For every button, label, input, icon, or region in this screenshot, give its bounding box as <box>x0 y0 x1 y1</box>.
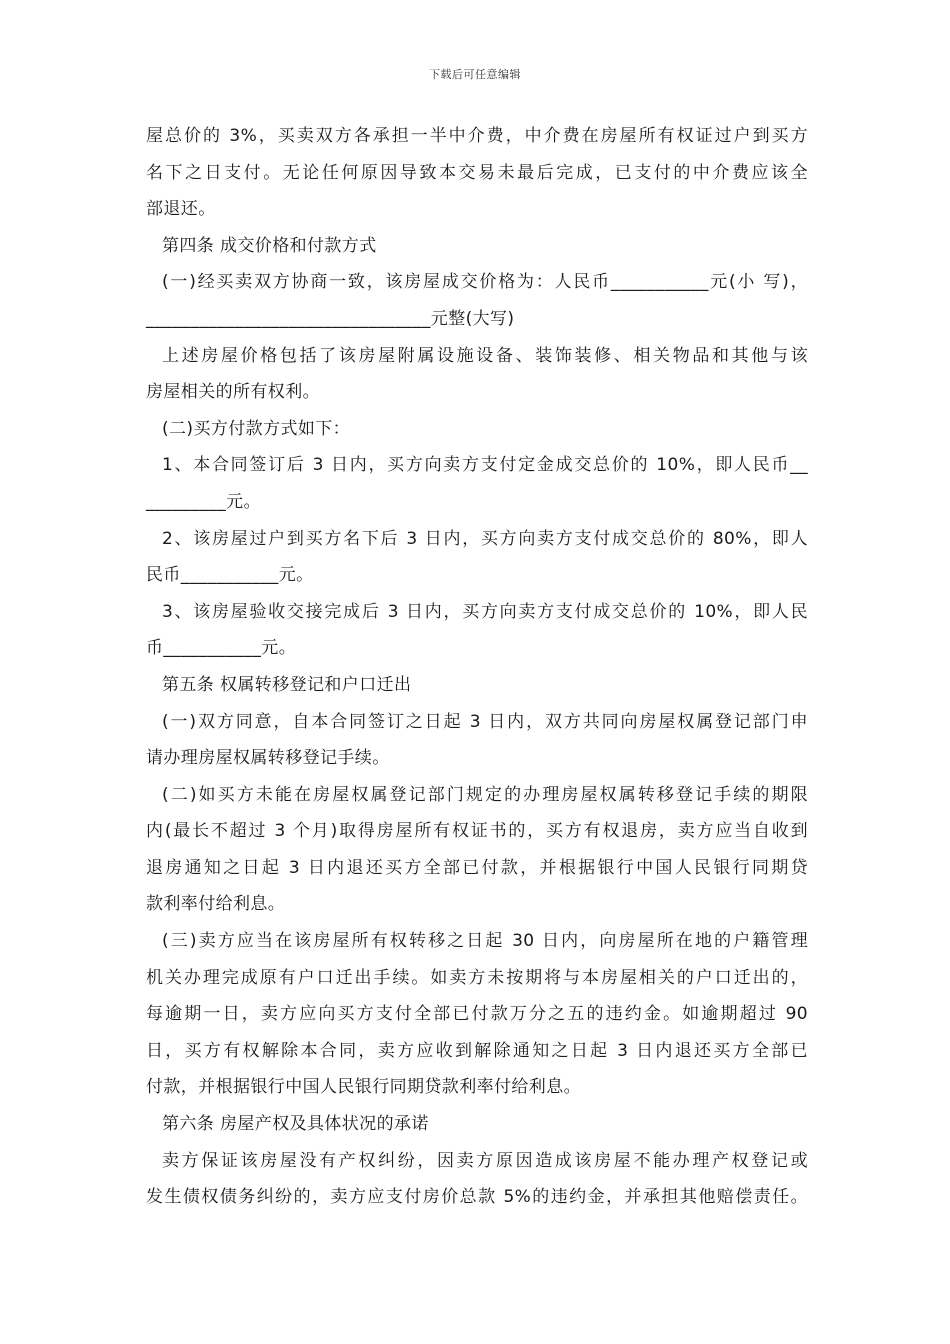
document-line: 机关办理完成原有户口迁出手续。如卖方未按期将与本房屋相关的户口迁出的， <box>146 967 808 988</box>
document-line: 1、本合同签订后 3 日内，买方向卖方支付定金成交总价的 10%，即人民币__ <box>162 455 808 476</box>
document-line: 名下之日支付。无论任何原因导致本交易未最后完成，已支付的中介费应该全 <box>146 162 808 183</box>
document-body <box>146 118 808 1216</box>
document-line: 第五条 权属转移登记和户口迁出 <box>162 674 412 695</box>
document-line: 日，买方有权解除本合同，卖方应收到解除通知之日起 3 日内退还买方全部已 <box>146 1040 808 1061</box>
document-line: 2、该房屋过户到买方名下后 3 日内，买方向卖方支付成交总价的 80%，即人 <box>162 528 808 549</box>
document-line: (三)卖方应当在该房屋所有权转移之日起 30 日内，向房屋所在地的户籍管理 <box>162 931 808 952</box>
document-line: 房屋相关的所有权利。 <box>146 382 320 403</box>
document-line: ________________________________元整(大写) <box>146 308 515 329</box>
document-line: 部退还。 <box>146 199 216 220</box>
document-line: 屋总价的 3%，买卖双方各承担一半中介费，中介费在房屋所有权证过户到买方 <box>146 126 808 146</box>
document-line: 第六条 房屋产权及具体状况的承诺 <box>162 1114 429 1135</box>
document-line: 民币___________元。 <box>146 565 314 586</box>
document-line: 3、该房屋验收交接完成后 3 日内，买方向卖方支付成交总价的 10%，即人民 <box>162 601 808 622</box>
document-line: 卖方保证该房屋没有产权纠纷，因卖方原因造成该房屋不能办理产权登记或 <box>162 1150 808 1171</box>
page-header: 下载后可任意编辑 <box>429 68 521 81</box>
document-line: 内(最长不超过 3 个月)取得房屋所有权证书的，买方有权退房，卖方应当自收到 <box>146 821 808 842</box>
document-line: 第四条 成交价格和付款方式 <box>162 235 377 256</box>
document-line: (一)经买卖双方协商一致，该房屋成交价格为：人民币___________元(小 写)， <box>162 272 808 293</box>
document-line: (二)买方付款方式如下： <box>162 418 351 439</box>
document-line: 发生债权债务纠纷的，卖方应支付房价总款 5%的违约金，并承担其他赔偿责任。 <box>146 1187 808 1208</box>
document-line: 退房通知之日起 3 日内退还买方全部已付款，并根据银行中国人民银行同期贷 <box>146 857 808 878</box>
document-line: 付款，并根据银行中国人民银行同期贷款利率付给利息。 <box>146 1077 581 1098</box>
document-line: (一)双方同意，自本合同签订之日起 3 日内，双方共同向房屋权属登记部门申 <box>162 711 808 732</box>
document-line: 上述房屋价格包括了该房屋附属设施设备、装饰装修、相关物品和其他与该 <box>162 345 808 366</box>
document-line: (二)如买方未能在房屋权属登记部门规定的办理房屋权属转移登记手续的期限 <box>162 784 808 805</box>
document-line: 币___________元。 <box>146 638 297 659</box>
document-line: 款利率付给利息。 <box>146 894 286 915</box>
document-line: _________元。 <box>146 491 261 512</box>
document-line: 请办理房屋权属转移登记手续。 <box>146 748 390 769</box>
document-line: 每逾期一日，卖方应向买方支付全部已付款万分之五的违约金。如逾期超过 90 <box>146 1004 808 1025</box>
